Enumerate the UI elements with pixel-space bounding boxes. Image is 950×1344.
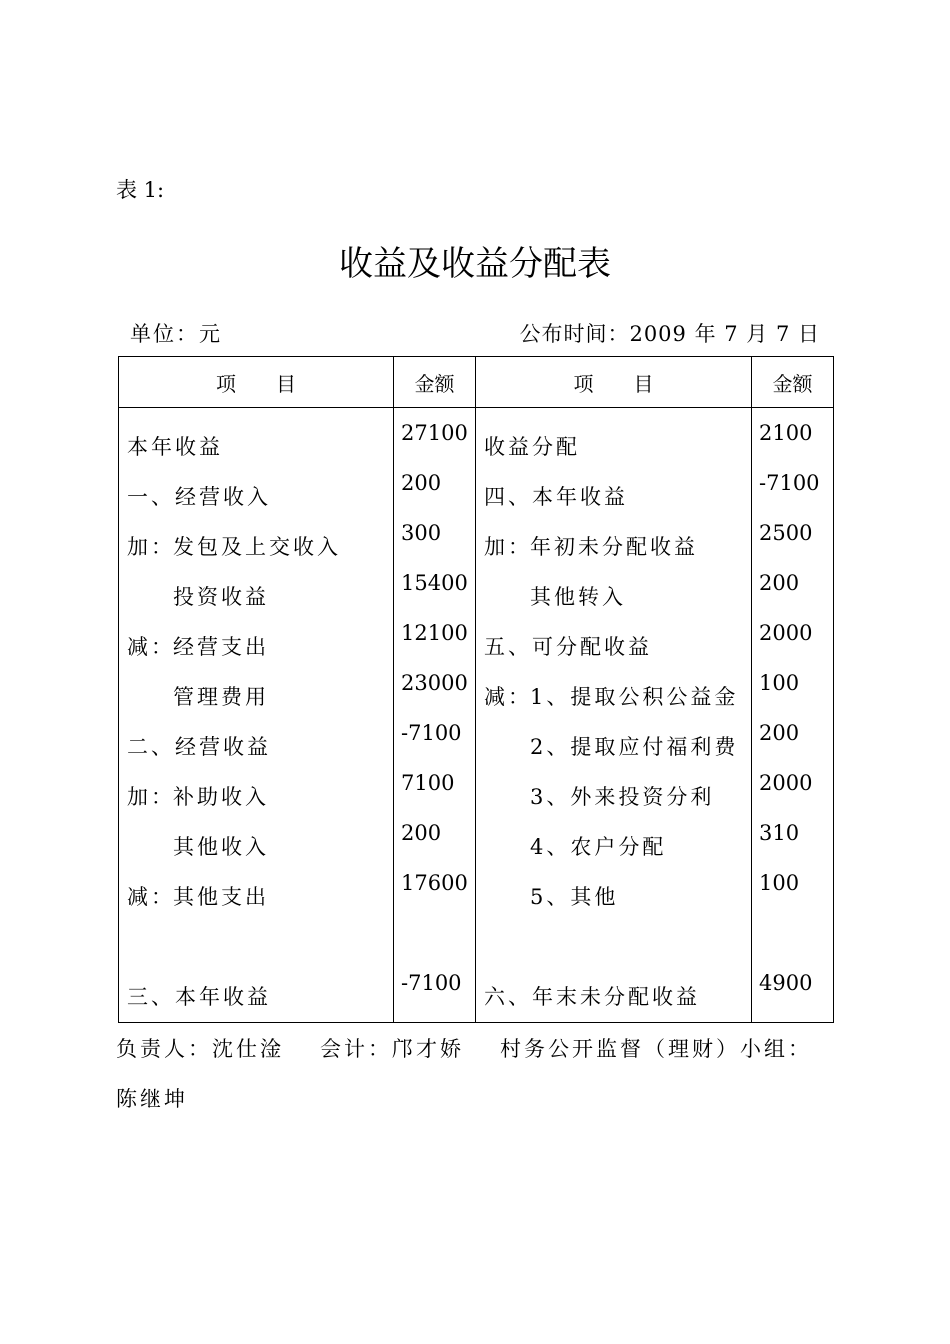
- right-item-row: [484, 472, 751, 522]
- right-amount-value: 200: [759, 571, 800, 595]
- left-final-label: 三、本年收益: [127, 985, 271, 1009]
- row-prefix: 减：: [127, 885, 175, 909]
- right-item-row: [484, 572, 751, 622]
- supervision-group: 村务公开监督（理财）小组：: [500, 1037, 812, 1061]
- left-item-row: [127, 772, 393, 822]
- left-amount-value: 23000: [401, 671, 468, 695]
- right-amount-value: 310: [759, 821, 800, 845]
- row-label: 本年收益: [127, 435, 223, 459]
- left-item-header: 项 目: [119, 357, 394, 408]
- right-item-row: [484, 872, 751, 922]
- right-amount-value: 200: [759, 721, 800, 745]
- right-amount-value: 100: [759, 671, 800, 695]
- row-label: 投资收益: [173, 585, 269, 609]
- right-items-cell: [476, 408, 752, 1023]
- row-label: 2、提取应付福利费: [530, 735, 739, 759]
- row-label: 补助收入: [173, 785, 269, 809]
- row-prefix: 加：: [127, 535, 175, 559]
- right-item-row: [484, 622, 751, 672]
- left-final-amount: -7100: [401, 971, 462, 995]
- row-label: 管理费用: [173, 685, 269, 709]
- left-item-row: [127, 522, 393, 572]
- right-item-row: [484, 422, 751, 472]
- right-final-label: 六、年末未分配收益: [484, 985, 700, 1009]
- right-amount-value: 2000: [759, 621, 813, 645]
- left-item-row: [127, 422, 393, 472]
- right-final-amount: 4900: [759, 971, 813, 995]
- supervisor: 陈继坤: [116, 1087, 188, 1111]
- left-item-row: [127, 572, 393, 622]
- left-item-row: [127, 672, 393, 722]
- row-label: 其他支出: [173, 885, 269, 909]
- left-amount-value: 15400: [401, 571, 468, 595]
- row-label: 二、经营收益: [127, 735, 271, 759]
- unit-label: 单位：元: [130, 322, 222, 346]
- row-label: 4、农户分配: [530, 835, 667, 859]
- left-amounts-cell: [394, 408, 476, 1023]
- row-prefix: 减：: [484, 685, 532, 709]
- left-amount-value: -7100: [401, 721, 462, 745]
- row-label: 年初未分配收益: [530, 535, 698, 559]
- accountant: 会计：邝才娇: [320, 1037, 464, 1061]
- table-body-row: [119, 408, 834, 1023]
- row-prefix: 加：: [127, 785, 175, 809]
- left-amount-value: 12100: [401, 621, 468, 645]
- publish-date: 公布时间：2009 年 7 月 7 日: [519, 322, 820, 346]
- row-prefix: 减：: [127, 635, 175, 659]
- left-item-row: [127, 822, 393, 872]
- row-label: 其他收入: [173, 835, 269, 859]
- left-item-row: [127, 722, 393, 772]
- row-label: 收益分配: [484, 435, 580, 459]
- right-item-row: [484, 822, 751, 872]
- right-item-row: [484, 522, 751, 572]
- left-amount-header: 金额: [394, 357, 476, 408]
- left-item-row: [127, 472, 393, 522]
- left-amount-value: 7100: [401, 771, 455, 795]
- left-amount-value: 17600: [401, 871, 468, 895]
- row-label: 经营支出: [173, 635, 269, 659]
- left-item-row: [127, 872, 393, 922]
- right-amount-value: 2000: [759, 771, 813, 795]
- right-item-header: 项 目: [476, 357, 752, 408]
- row-label: 其他转入: [530, 585, 626, 609]
- left-item-row: [127, 622, 393, 672]
- row-label: 5、其他: [530, 885, 619, 909]
- table-header-row: [119, 357, 834, 408]
- page-title: 收益及收益分配表: [339, 244, 611, 284]
- left-amount-value: 300: [401, 521, 442, 545]
- right-amount-value: 100: [759, 871, 800, 895]
- row-label: 发包及上交收入: [173, 535, 341, 559]
- left-amount-value: 27100: [401, 421, 468, 445]
- right-amount-header: 金额: [752, 357, 834, 408]
- right-item-row: [484, 722, 751, 772]
- income-distribution-table: [118, 356, 834, 1023]
- right-item-row: [484, 772, 751, 822]
- row-label: 1、提取公积公益金: [530, 685, 739, 709]
- row-label: 一、经营收入: [127, 485, 271, 509]
- right-amount-value: 2100: [759, 421, 813, 445]
- right-item-row: [484, 672, 751, 722]
- row-label: 五、可分配收益: [484, 635, 652, 659]
- right-amount-value: 2500: [759, 521, 813, 545]
- row-prefix: 加：: [484, 535, 532, 559]
- right-amounts-cell: [752, 408, 834, 1023]
- responsible-person: 负责人：沈仕淦: [116, 1037, 284, 1061]
- left-amount-value: 200: [401, 821, 442, 845]
- right-amount-value: -7100: [759, 471, 820, 495]
- left-items-cell: [119, 408, 394, 1023]
- left-amount-value: 200: [401, 471, 442, 495]
- row-label: 四、本年收益: [484, 485, 628, 509]
- row-label: 3、外来投资分利: [530, 785, 715, 809]
- table-caption: 表 1:: [116, 178, 165, 202]
- signature-footer: [116, 1024, 834, 1124]
